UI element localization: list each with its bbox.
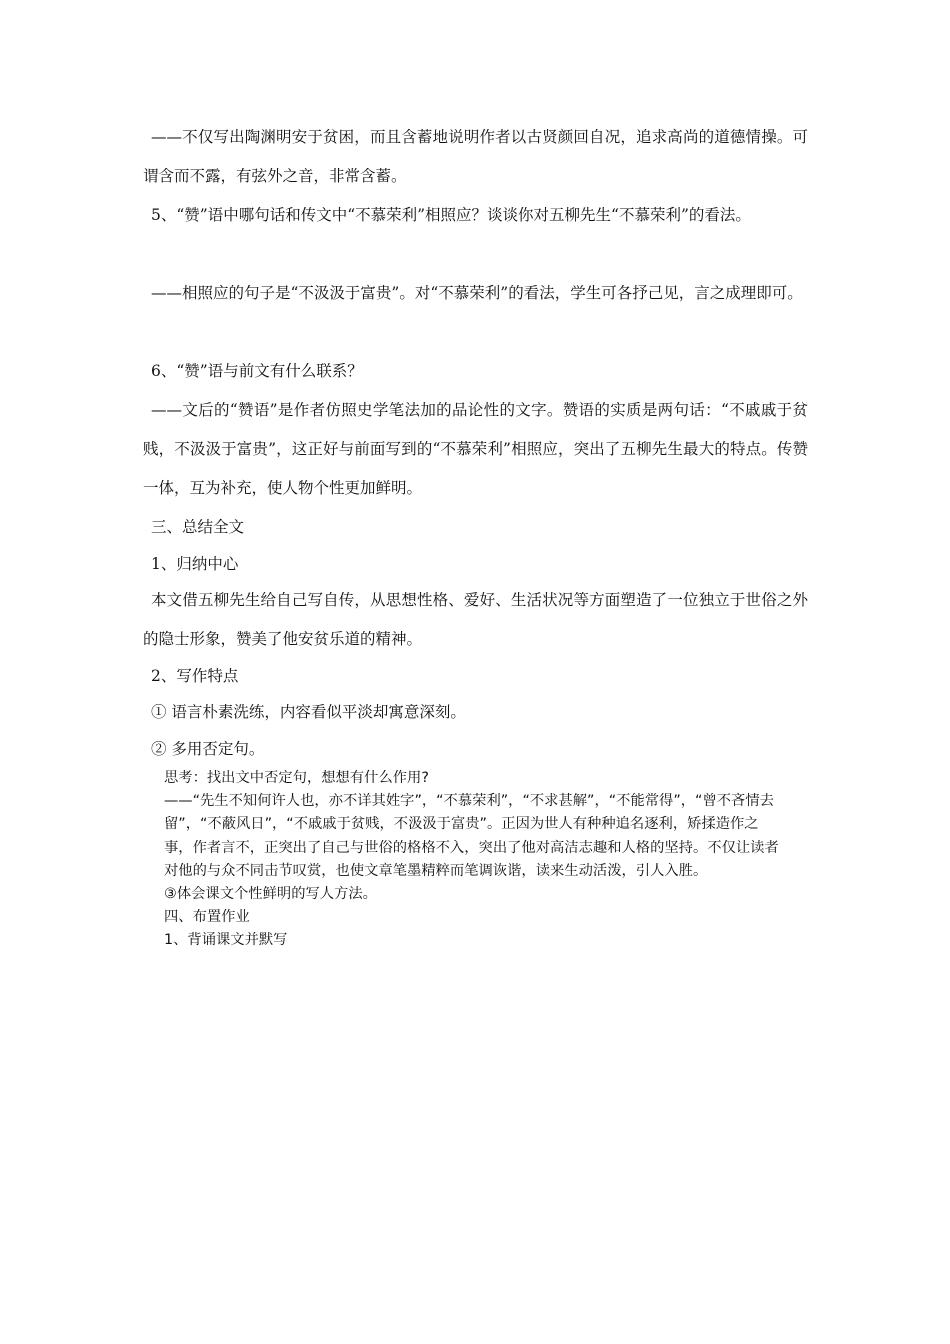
feature-point-3: ③体会课文个性鲜明的写人方法。 <box>164 886 377 903</box>
feature-point-1: ① 语言朴素洗练，内容看似平淡却寓意深刻。 <box>151 703 466 721</box>
answer-5: ——相照应的句子是“不汲汲于富贵”。对“不慕荣利”的看法，学生可各抒己见，言之成理即可。 <box>151 284 803 302</box>
section-heading-3: 三、总结全文 <box>151 518 245 536</box>
section-heading-4: 四、布置作业 <box>164 909 250 926</box>
think-question: 思考：找出文中否定句，想想有什么作用? <box>164 770 429 786</box>
feature-point-2: ② 多用否定句。 <box>151 740 265 758</box>
think-answer: ——“先生不知何许人也，亦不详其姓字”，“不慕荣利”，“不求甚解”，“不能常得”，“曾不吝情去留”，“不蔽风日”，“不戚戚于贫贱，不汲汲于富贵”。正因为世人有种种追名逐利，矫揉造作之事，作者言不，正突出了自己与世俗的格格不入，突出了他对高洁志趣和人格的坚持。不仅让读者对他的与众不同击节叹赏，也使文章笔墨精粹而笔调诙谐，读来生动活泼，引人入胜。 <box>164 793 779 879</box>
question-6: 6、“赞”语与前文有什么联系？ <box>151 362 363 380</box>
central-idea-paragraph: 本文借五柳先生给自己写自传，从思想性格、爱好、生活状况等方面塑造了一位独立于世俗之外的隐士形象，赞美了他安贫乐道的精神。 <box>143 591 808 648</box>
homework-item-1: 1、背诵课文并默写 <box>164 932 288 949</box>
question-5: 5、“赞”语中哪句话和传文中“不慕荣利”相照应？谈谈你对五柳先生“不慕荣利”的看法。 <box>151 206 751 224</box>
embedded-text-block <box>164 767 784 953</box>
subheading-2: 2、写作特点 <box>151 667 239 685</box>
answer-6: ——文后的“赞语”是作者仿照史学笔法加的品论性的文字。赞语的实质是两句话：“不戚戚于贫贱，不汲汲于富贵”，这正好与前面写到的“不慕荣利”相照应，突出了五柳先生最大的特点。传赞一体，互为补充，使人物个性更加鲜明。 <box>143 401 808 497</box>
answer-paragraph-4: ——不仅写出陶渊明安于贫困，而且含蓄地说明作者以古贤颜回自况，追求高尚的道德情操。可谓含而不露，有弦外之音，非常含蓄。 <box>143 128 808 185</box>
subheading-1: 1、归纳中心 <box>151 555 239 573</box>
